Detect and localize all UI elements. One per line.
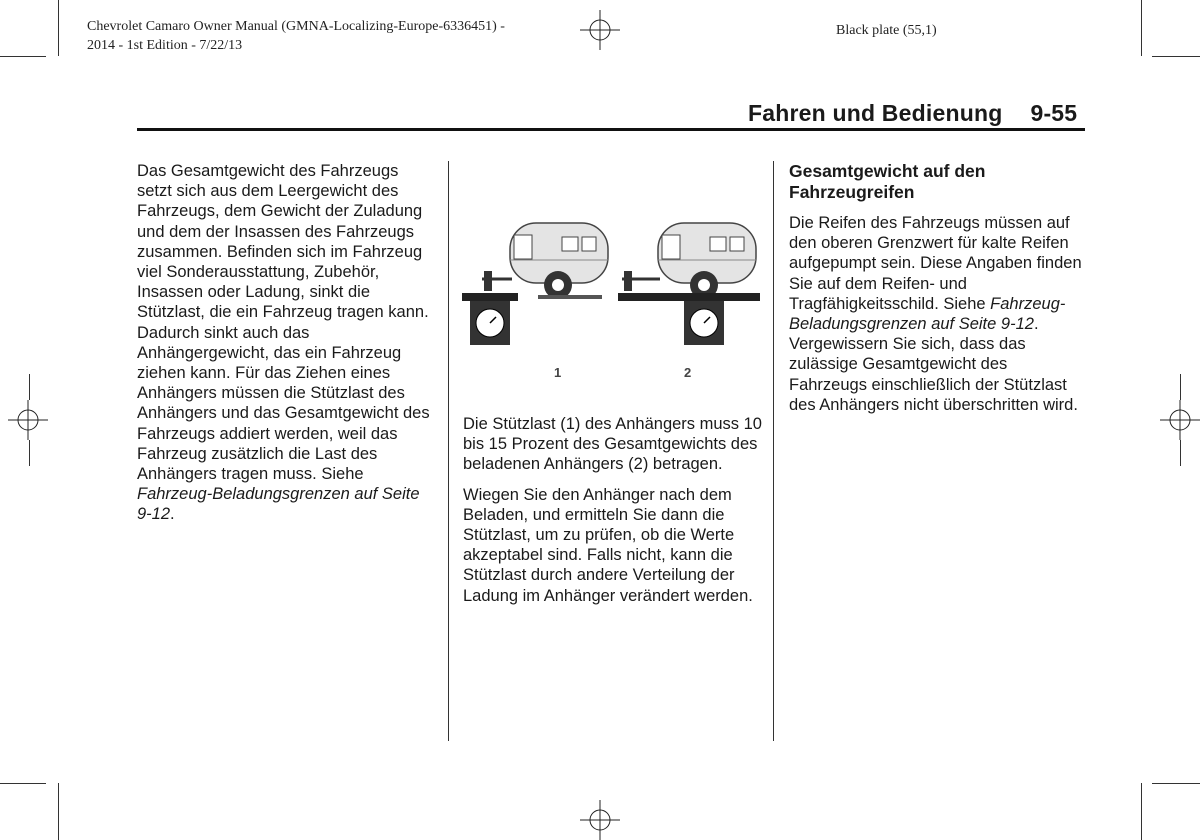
section-title: Fahren und Bedienung	[748, 100, 1003, 126]
cross-reference: Fahrzeug-Beladungsgrenzen auf Seite 9-12	[789, 294, 1066, 334]
crop-mark	[58, 783, 59, 840]
column-divider	[448, 161, 449, 741]
registration-mark-icon	[1160, 400, 1200, 440]
paragraph-text-end: . Vergewissern Sie sich, dass das zulässige Gesamtgewicht des Fahrzeugs einschließlich der Stützlast des Anhängers nicht überschritten wird.	[789, 315, 1078, 414]
crop-mark	[1180, 374, 1181, 400]
crop-mark	[58, 0, 59, 56]
body-paragraph	[789, 213, 1089, 415]
column-right	[789, 161, 1089, 415]
crop-mark	[1180, 440, 1181, 466]
registration-mark-icon	[580, 10, 620, 50]
crop-mark	[1152, 56, 1200, 57]
crop-mark	[0, 783, 46, 784]
trailer-weighing-illustration	[462, 205, 760, 400]
paragraph-text: Die Reifen des Fahrzeugs müssen auf den oberen Grenzwert für kalte Reifen aufgepumpt sein. Diese Angaben finden Sie auf dem Reifen- und Tragfähigkeitsschild. Siehe	[789, 214, 1082, 313]
trailer-1-drawing	[462, 223, 608, 345]
crop-mark	[29, 374, 30, 400]
registration-mark-icon	[580, 800, 620, 840]
registration-mark-icon	[8, 400, 48, 440]
crop-mark	[0, 56, 46, 57]
running-header	[748, 100, 1077, 127]
figure-label-1: 1	[554, 365, 562, 380]
print-meta-line1: Chevrolet Camaro Owner Manual (GMNA-Localizing-Europe-6336451) -	[87, 19, 505, 34]
print-metadata	[87, 17, 505, 55]
column-divider	[773, 161, 774, 741]
body-paragraph: Wiegen Sie den Anhänger nach dem Beladen, und ermitteln Sie dann die Stützlast, um zu prüfen, ob die Werte akzeptabel sind. Falls nicht, kann die Stützlast durch andere Verteilung der Ladung im Anhänger verändert werden.	[463, 485, 753, 605]
page-number: 9-55	[1030, 100, 1078, 126]
trailer-2-drawing	[618, 223, 760, 345]
crop-mark	[1152, 783, 1200, 784]
print-meta-line2: 2014 - 1st Edition - 7/22/13	[87, 38, 243, 53]
cross-reference: Fahrzeug-Beladungsgrenzen auf Seite 9-12	[137, 485, 420, 524]
figure-caption: Die Stützlast (1) des Anhängers muss 10 bis 15 Prozent des Gesamtgewichts des beladenen Anhängers (2) betragen.	[463, 415, 762, 474]
column-middle	[463, 414, 763, 616]
tongue-weight-figure	[462, 205, 760, 400]
figure-label-2: 2	[684, 365, 692, 380]
header-rule	[137, 128, 1085, 131]
section-heading: Gesamtgewicht auf den Fahrzeugreifen	[789, 161, 986, 202]
body-paragraph	[137, 161, 437, 525]
plate-label: Black plate (55,1)	[836, 23, 937, 38]
crop-mark	[1141, 0, 1142, 56]
crop-mark	[29, 440, 30, 466]
paragraph-text: Das Gesamtgewicht des Fahrzeugs setzt sich aus dem Leergewicht des Fahrzeugs, dem Gewicht der Zuladung und dem der Insassen des Fahrzeugs zusammen. Befinden sich im Fahrzeug viel Sonderausstattung, Zubehör, Insassen oder Ladung, sinkt die Stützlast, die ein Fahrzeug tragen kann. Dadurch sinkt auch das Anhängergewicht, das ein Fahrzeug ziehen kann. Für das Ziehen eines Anhängers müssen die Stützlast des Anhängers und das Gesamtgewicht des Fahrzeugs addiert werden, weil das Fahrzeug zusätzlich die Last des Anhängers tragen muss. Siehe	[137, 162, 430, 484]
crop-mark	[1141, 783, 1142, 840]
column-left	[137, 161, 437, 535]
paragraph-end: .	[170, 505, 175, 524]
